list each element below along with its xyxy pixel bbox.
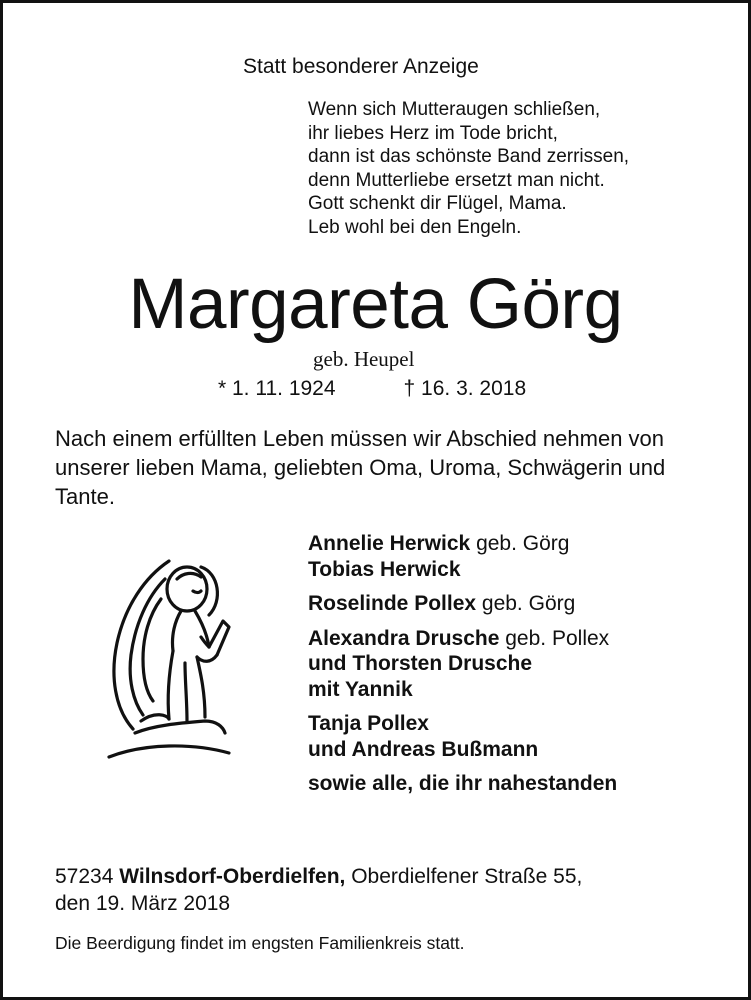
poem-line: dann ist das schönste Band zerrissen,: [308, 146, 630, 167]
mourner-name: Alexandra Drusche: [308, 626, 500, 650]
deceased-name: Margareta Görg: [128, 265, 623, 344]
mourner-name: Annelie Herwick: [308, 532, 471, 555]
mourner-line: [308, 557, 617, 583]
mourner-name: mit Yannik: [308, 677, 413, 701]
mourner-birth-name: geb. Pollex: [499, 626, 610, 650]
address-block: [55, 863, 582, 917]
poem-line: denn Mutterliebe ersetzt man nicht.: [308, 169, 605, 191]
mourner-name: und Thorsten Drusche: [308, 652, 533, 675]
mourner-name: und Andreas Bußmann: [308, 737, 539, 761]
mourner-name: Tanja Pollex: [308, 712, 429, 735]
life-dates: [218, 377, 526, 401]
mourner-group: [308, 771, 617, 797]
birth-date: * 1. 11. 1924: [218, 377, 336, 400]
mourner-name: sowie alle, die ihr nahestanden: [308, 772, 618, 795]
mourner-line: [308, 626, 617, 652]
mourner-name: Tobias Herwick: [308, 557, 461, 581]
mourner-group: [308, 591, 617, 617]
mourner-line: [308, 591, 617, 617]
birth-name: geb. Heupel: [313, 347, 415, 371]
mourner-name: Roselinde Pollex: [308, 592, 477, 615]
place-name: Wilnsdorf-Oberdielfen,: [119, 865, 346, 888]
mourner-group: [308, 531, 617, 582]
postal-code: 57234: [55, 865, 120, 888]
header-text: Statt besonderer Anzeige: [243, 55, 479, 78]
poem-line: Wenn sich Mutteraugen schließen,: [308, 99, 601, 120]
mourner-line: [308, 651, 617, 677]
poem-line: Leb wohl bei den Engeln.: [308, 216, 522, 238]
poem-line: Gott schenkt dir Flügel, Mama.: [308, 193, 567, 214]
mourner-line: [308, 531, 617, 557]
mourners-list: [308, 531, 617, 806]
mourner-group: [308, 626, 617, 703]
poem-line: ihr liebes Herz im Tode bricht,: [308, 122, 558, 144]
mourner-line: [308, 711, 617, 737]
mourner-line: [308, 737, 617, 763]
mourner-group: [308, 711, 617, 762]
mourner-line: [308, 677, 617, 703]
intro-text: Nach einem erfüllten Leben müssen wir Abschied nehmen von unserer lieben Mama, geliebten Oma, Uroma, Schwägerin und Tante.: [55, 426, 666, 509]
address-line: [55, 863, 582, 890]
mourner-birth-name: geb. Görg: [476, 592, 576, 615]
poem: [308, 98, 629, 239]
praying-angel-icon: [105, 551, 233, 763]
death-date: † 16. 3. 2018: [403, 377, 527, 400]
date-line: den 19. März 2018: [55, 892, 231, 915]
mourner-birth-name: geb. Görg: [470, 532, 570, 555]
street: Oberdielfener Straße 55,: [345, 865, 583, 888]
mourner-line: [308, 771, 617, 797]
funeral-note: Die Beerdigung findet im engsten Familienkreis statt.: [55, 933, 465, 953]
